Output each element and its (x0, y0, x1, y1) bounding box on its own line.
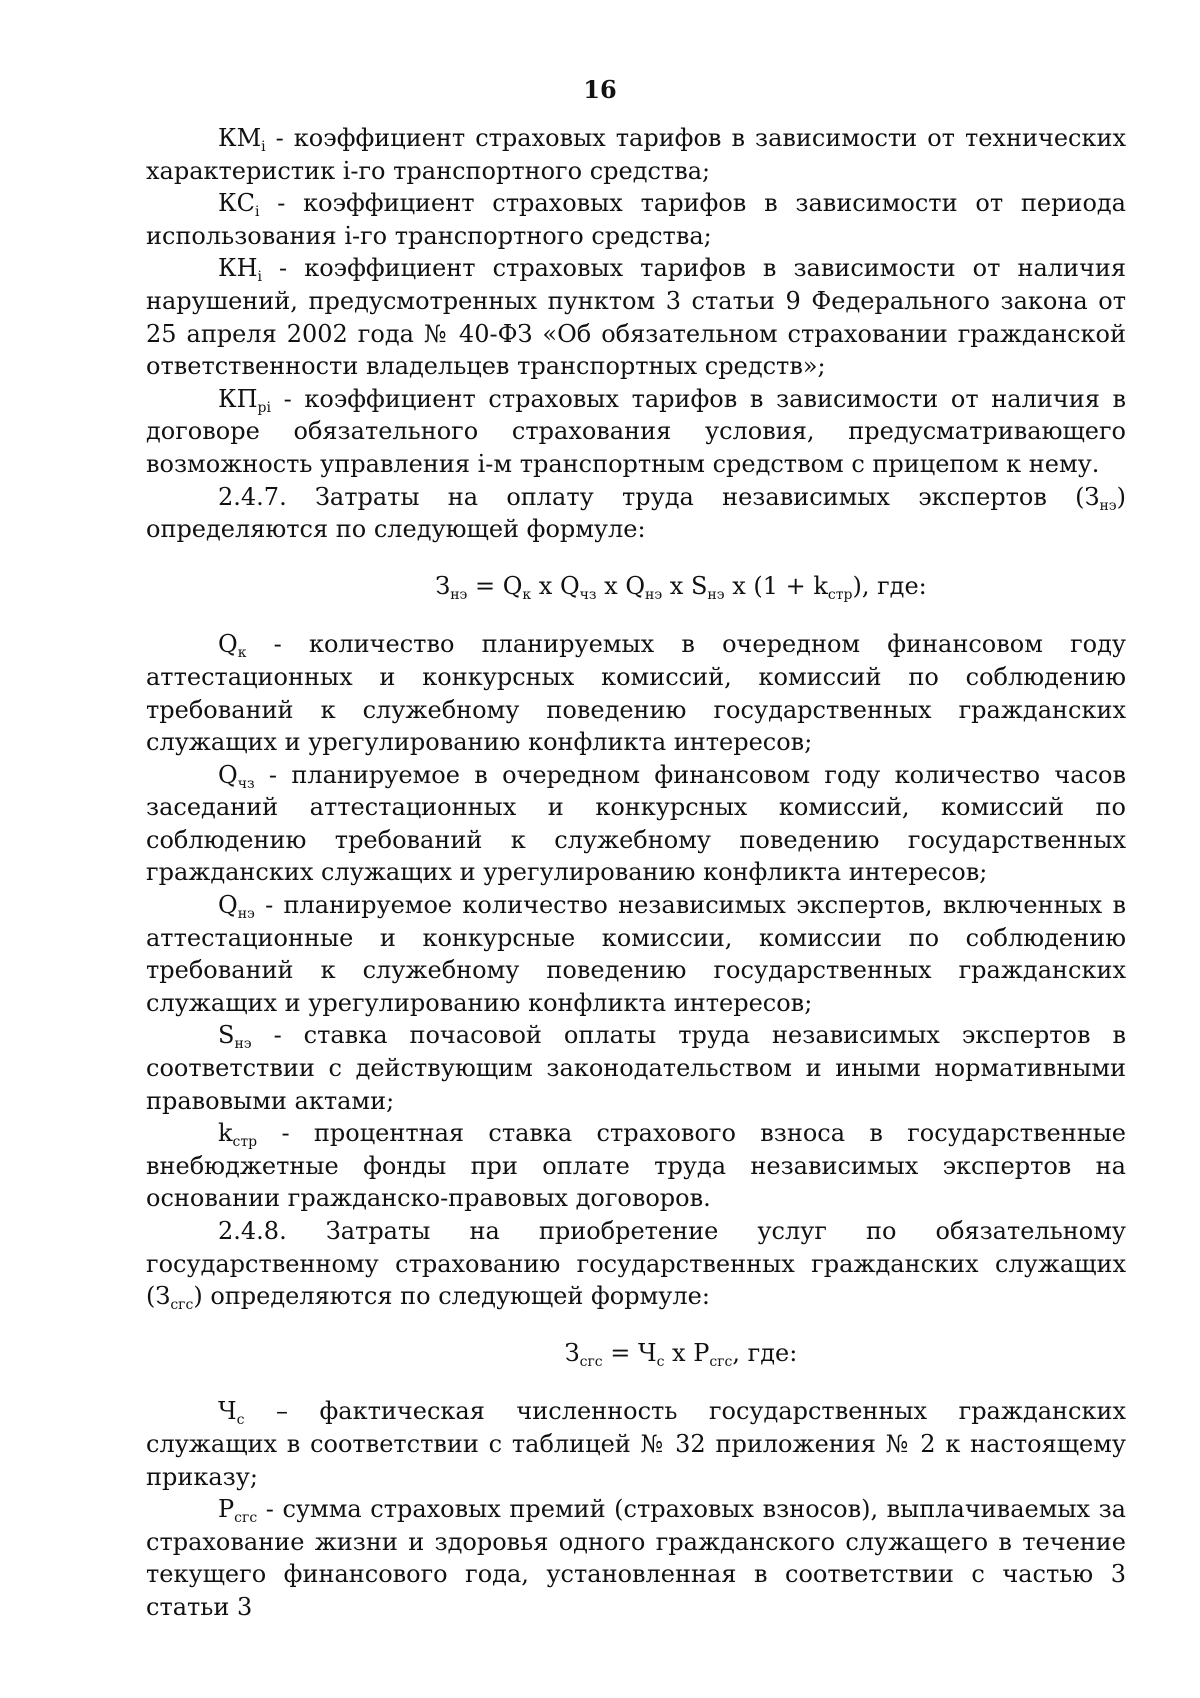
paragraph-2-4-8: 2.4.8. Затраты на приобретение услуг по обязательному государственному страхованию государственных гражданских служащих $(З_{сгс})$ определяются по следующей формуле: (146, 1217, 1126, 1314)
definition-chs: $Ч_с$ – фактическая численность государственных гражданских служащих в соответствии с таблицей № 32 приложения № 2 к настоящему приказу; (146, 1397, 1126, 1491)
definition-kn: $КН_i$ - коэффициент страховых тарифов в зависимости от наличия нарушений, предусмотренных пунктом 3 статьи 9 Федерального закона от 25 апреля 2002 года № 40-ФЗ «Об обязательном страховании гражданской ответственности владельцев транспортных средств»; (146, 254, 1126, 381)
definition-kstr: $k_{стр}$ - процентная ставка страхового взноса в государственные внебюджетные фонды при оплате труда независимых экспертов на основании гражданско-правовых договоров. (146, 1119, 1126, 1213)
definition-sne: $S_{нэ}$ - ставка почасовой оплаты труда независимых экспертов в соответствии с действующим законодательством и иными нормативными правовыми актами; (146, 1021, 1126, 1115)
page-number: 16 (583, 75, 617, 104)
definition-qchz: $Q_{чз}$ - планируемое в очередном финансовом году количество часов заседаний аттестационных и конкурсных комиссий, комиссий по соблюдению требований к служебному поведению государственных гражданских служащих и урегулированию конфликта интересов; (146, 760, 1126, 887)
document-body (146, 122, 1126, 1624)
formula-expert-costs: $З_{нэ} = Q_к$ x $Q_{чз}$ x $Q_{нэ}$ x $S_{нэ}$ x $(1 + k_{стр})$, где: (435, 571, 927, 603)
definition-km: $КМ_i$ - коэффициент страховых тарифов в зависимости от технических характеристик i-го транспортного средства; (146, 124, 1126, 185)
definition-kc: $КС_i$ - коэффициент страховых тарифов в зависимости от периода использования i-го транспортного средства; (146, 189, 1126, 250)
definition-psgs: $P_{сгс}$ - сумма страховых премий (страховых взносов), выплачиваемых за страхование жизни и здоровья одного гражданского служащего в течение текущего финансового года, установленная в соответствии с частью 3 статьи 3 (146, 1495, 1126, 1621)
definition-kp: $КП_{pi}$ - коэффициент страховых тарифов в зависимости от наличия в договоре обязательного страхования условия, предусматривающего возможность управления i-м транспортным средством с прицепом к нему. (146, 384, 1126, 478)
formula-insurance-costs: $З_{сгс} = Ч_с$ x $P_{сгс}$, где: (564, 1338, 798, 1370)
definition-qk: $Q_к$ - количество планируемых в очередном финансовом году аттестационных и конкурсных комиссий, комиссий по соблюдению требований к служебному поведению государственных гражданских служащих и урегулированию конфликта интересов; (146, 630, 1126, 757)
definition-qne: $Q_{нэ}$ - планируемое количество независимых экспертов, включенных в аттестационные и конкурсные комиссии, комиссии по соблюдению требований к служебному поведению государственных гражданских служащих и урегулированию конфликта интересов; (146, 891, 1126, 1017)
paragraph-2-4-7: 2.4.7. Затраты на оплату труда независимых экспертов $(З_{нэ})$ определяются по следующей формуле: (146, 482, 1126, 544)
